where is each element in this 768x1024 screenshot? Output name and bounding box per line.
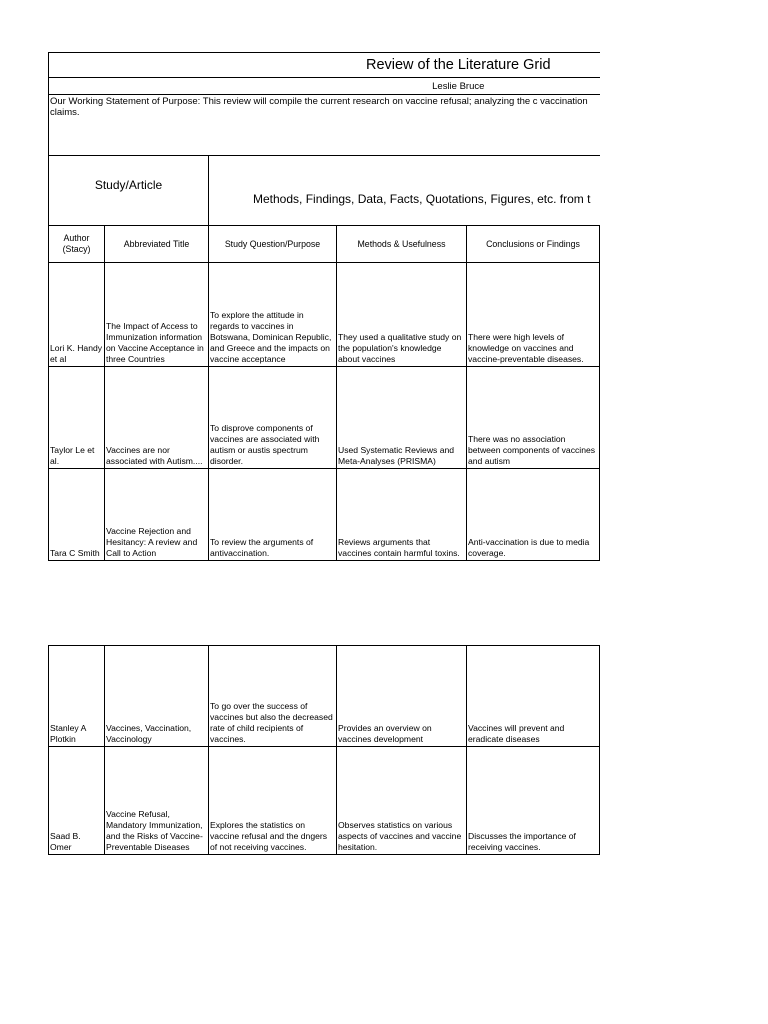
cell-conclusions[interactable]: There were high levels of knowledge on vaccines and vaccine-preventable diseases. bbox=[467, 263, 600, 367]
cell-question[interactable]: To explore the attitude in regards to vaccines in Botswana, Dominican Republic, and Greece and the impacts on vaccine acceptance bbox=[209, 263, 337, 367]
column-header-author[interactable]: Author (Stacy) bbox=[49, 226, 105, 263]
cell-title[interactable]: Vaccine Rejection and Hesitancy: A review and Call to Action bbox=[105, 469, 209, 561]
column-header-conclusions[interactable]: Conclusions or Findings bbox=[467, 226, 600, 263]
column-header-methods[interactable]: Methods & Usefulness bbox=[337, 226, 467, 263]
sheet-title-cell[interactable] bbox=[49, 53, 600, 78]
purpose-statement[interactable]: Our Working Statement of Purpose: This review will compile the current research on vaccine refusal; analyzing the c vaccination claims. bbox=[49, 95, 600, 156]
cell-author[interactable]: Tara C Smith bbox=[49, 469, 105, 561]
cell-methods[interactable]: Used Systematic Reviews and Meta-Analyses (PRISMA) bbox=[337, 367, 467, 469]
author-name-cell[interactable] bbox=[49, 78, 600, 95]
column-header-title[interactable]: Abbreviated Title bbox=[105, 226, 209, 263]
cell-methods[interactable]: Observes statistics on various aspects of vaccines and vaccine hesitation. bbox=[337, 747, 467, 855]
cell-author[interactable]: Taylor Le et al. bbox=[49, 367, 105, 469]
cell-question[interactable]: To go over the success of vaccines but also the decreased rate of child recipients of vaccines. bbox=[209, 646, 337, 747]
cell-methods[interactable]: Provides an overview on vaccines development bbox=[337, 646, 467, 747]
table-row bbox=[49, 747, 600, 855]
group-header-methods[interactable]: Methods, Findings, Data, Facts, Quotations, Figures, etc. from t bbox=[209, 156, 600, 226]
table-row bbox=[49, 263, 600, 367]
cell-author[interactable]: Stanley A Plotkin bbox=[49, 646, 105, 747]
literature-grid-bottom bbox=[48, 645, 600, 855]
table-row bbox=[49, 469, 600, 561]
table-row bbox=[49, 646, 600, 747]
cell-title[interactable]: Vaccines, Vaccination, Vaccinology bbox=[105, 646, 209, 747]
cell-methods[interactable]: They used a qualitative study on the population's knowledge about vaccines bbox=[337, 263, 467, 367]
sheet-title: Review of the Literature Grid bbox=[365, 56, 551, 73]
cell-title[interactable]: Vaccines are nor associated with Autism.... bbox=[105, 367, 209, 469]
cell-question[interactable]: To review the arguments of antivaccination. bbox=[209, 469, 337, 561]
cell-conclusions[interactable]: Vaccines will prevent and eradicate diseases bbox=[467, 646, 600, 747]
cell-conclusions[interactable]: Anti-vaccination is due to media coverage. bbox=[467, 469, 600, 561]
literature-grid-top bbox=[48, 52, 600, 561]
cell-conclusions[interactable]: Discusses the importance of receiving vaccines. bbox=[467, 747, 600, 855]
cell-methods[interactable]: Reviews arguments that vaccines contain harmful toxins. bbox=[337, 469, 467, 561]
column-header-question[interactable]: Study Question/Purpose bbox=[209, 226, 337, 263]
cell-author[interactable]: Lori K. Handy et al bbox=[49, 263, 105, 367]
table-row bbox=[49, 367, 600, 469]
cell-question[interactable]: To disprove components of vaccines are associated with autism or austis spectrum disorder. bbox=[209, 367, 337, 469]
group-header-study[interactable]: Study/Article bbox=[49, 156, 209, 226]
cell-conclusions[interactable]: There was no association between components of vaccines and autism bbox=[467, 367, 600, 469]
cell-title[interactable]: Vaccine Refusal, Mandatory Immunization, and the Risks of Vaccine-Preventable Diseases bbox=[105, 747, 209, 855]
cell-author[interactable]: Saad B. Omer bbox=[49, 747, 105, 855]
author-name: Leslie Bruce bbox=[432, 80, 485, 92]
cell-question[interactable]: Explores the statistics on vaccine refusal and the dngers of not receiving vaccines. bbox=[209, 747, 337, 855]
cell-title[interactable]: The Impact of Access to Immunization information on Vaccine Acceptance in three Countries bbox=[105, 263, 209, 367]
